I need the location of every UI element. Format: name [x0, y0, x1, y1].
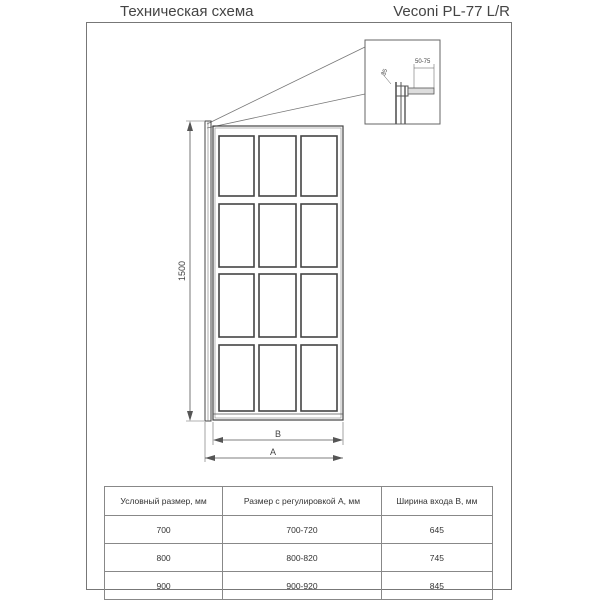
- panel-grid: [219, 136, 337, 411]
- detail-leader-bottom: [207, 94, 365, 128]
- table-cell: 700: [105, 516, 223, 544]
- table-cell: 800: [105, 544, 223, 572]
- table-cell: 845: [381, 572, 492, 600]
- column-header: Условный размер, мм: [105, 487, 223, 516]
- wall-profile: [205, 121, 211, 421]
- table-cell: 900-920: [223, 572, 382, 600]
- table-cell: 645: [381, 516, 492, 544]
- column-header: Размер с регулировкой А, мм: [223, 487, 382, 516]
- table-cell: 900: [105, 572, 223, 600]
- model-name: Veconi PL-77 L/R: [393, 3, 510, 20]
- width-b-dimension: [213, 422, 343, 445]
- table-cell: 745: [381, 544, 492, 572]
- table-row: [105, 572, 493, 600]
- detail-dimension-label: 50-75: [415, 59, 431, 65]
- width-a-label: A: [270, 447, 277, 457]
- width-b-label: B: [275, 429, 282, 439]
- table-row: [105, 544, 493, 572]
- detail-leader-top: [207, 47, 365, 124]
- glass-panel: [213, 126, 343, 420]
- table-cell: 800-820: [223, 544, 382, 572]
- table-row: [105, 516, 493, 544]
- width-a-dimension: [205, 422, 343, 462]
- column-header: Ширина входа В, мм: [381, 487, 492, 516]
- height-label: 1500: [177, 260, 187, 281]
- table-cell: 700-720: [223, 516, 382, 544]
- height-dimension: [177, 121, 204, 421]
- size-table: [104, 486, 493, 600]
- table-header-row: [105, 487, 493, 516]
- page-title: Техническая схема: [120, 3, 254, 20]
- detail-angle-label: 35: [381, 68, 390, 77]
- profile-detail: [365, 40, 440, 124]
